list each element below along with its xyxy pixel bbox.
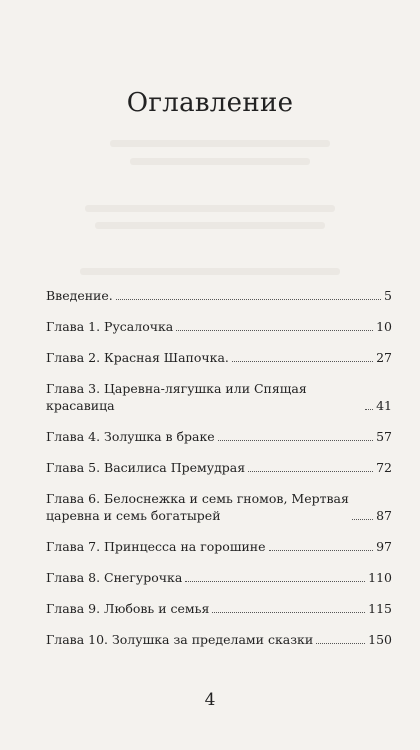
toc-entry-page: 115 (368, 601, 392, 616)
bleed-through-line (110, 140, 330, 147)
dot-leader (185, 581, 365, 582)
toc-entry[interactable] (46, 490, 392, 524)
toc-entry-page: 97 (376, 539, 392, 554)
toc-entry[interactable] (46, 318, 392, 335)
dot-leader (218, 440, 373, 441)
toc-entry-page: 10 (376, 319, 392, 334)
toc-entry[interactable] (46, 538, 392, 555)
toc-entry-page: 72 (376, 460, 392, 475)
toc-entry[interactable] (46, 569, 392, 586)
toc-entry-page: 27 (376, 350, 392, 365)
table-of-contents (46, 287, 392, 662)
toc-entry-page: 87 (376, 508, 392, 523)
toc-entry[interactable] (46, 600, 392, 617)
toc-entry[interactable] (46, 287, 392, 304)
dot-leader (248, 471, 373, 472)
bleed-through-line (85, 205, 335, 212)
toc-entry-page: 5 (384, 288, 392, 303)
toc-entry[interactable] (46, 459, 392, 476)
dot-leader (212, 612, 365, 613)
bleed-through-line (95, 222, 325, 229)
page-title: Оглавление (126, 88, 294, 118)
toc-entry-label: Глава 3. Царевна-лягушка или Спящая красавица (46, 381, 307, 413)
dot-leader (365, 409, 373, 410)
toc-entry-label: Глава 10. Золушка за пределами сказки (46, 632, 314, 647)
toc-entry-page: 110 (368, 570, 392, 585)
dot-leader (116, 299, 381, 300)
toc-entry[interactable] (46, 349, 392, 366)
dot-leader (316, 643, 365, 644)
toc-entry[interactable] (46, 380, 392, 414)
toc-entry[interactable] (46, 428, 392, 445)
toc-entry-page: 41 (376, 398, 392, 413)
toc-entry-label: Глава 9. Любовь и семья (46, 601, 210, 616)
toc-entry-page: 57 (376, 429, 392, 444)
toc-entry-label: Глава 7. Принцесса на горошине (46, 539, 266, 554)
page-number: 4 (204, 690, 216, 710)
dot-leader (352, 519, 373, 520)
toc-entry-label: Глава 6. Белоснежка и семь гномов, Мертвая царевна и семь богатырей (46, 491, 349, 523)
bleed-through-line (130, 158, 310, 165)
toc-entry-label: Введение. (46, 288, 113, 303)
toc-entry[interactable] (46, 631, 392, 648)
toc-entry-label: Глава 1. Русалочка (46, 319, 174, 334)
toc-entry-page: 150 (368, 632, 392, 647)
toc-entry-label: Глава 8. Снегурочка (46, 570, 183, 585)
dot-leader (176, 330, 373, 331)
dot-leader (232, 361, 373, 362)
toc-entry-label: Глава 4. Золушка в браке (46, 429, 215, 444)
bleed-through-line (80, 268, 340, 275)
toc-entry-label: Глава 5. Василиса Премудрая (46, 460, 246, 475)
toc-entry-label: Глава 2. Красная Шапочка. (46, 350, 229, 365)
dot-leader (269, 550, 374, 551)
